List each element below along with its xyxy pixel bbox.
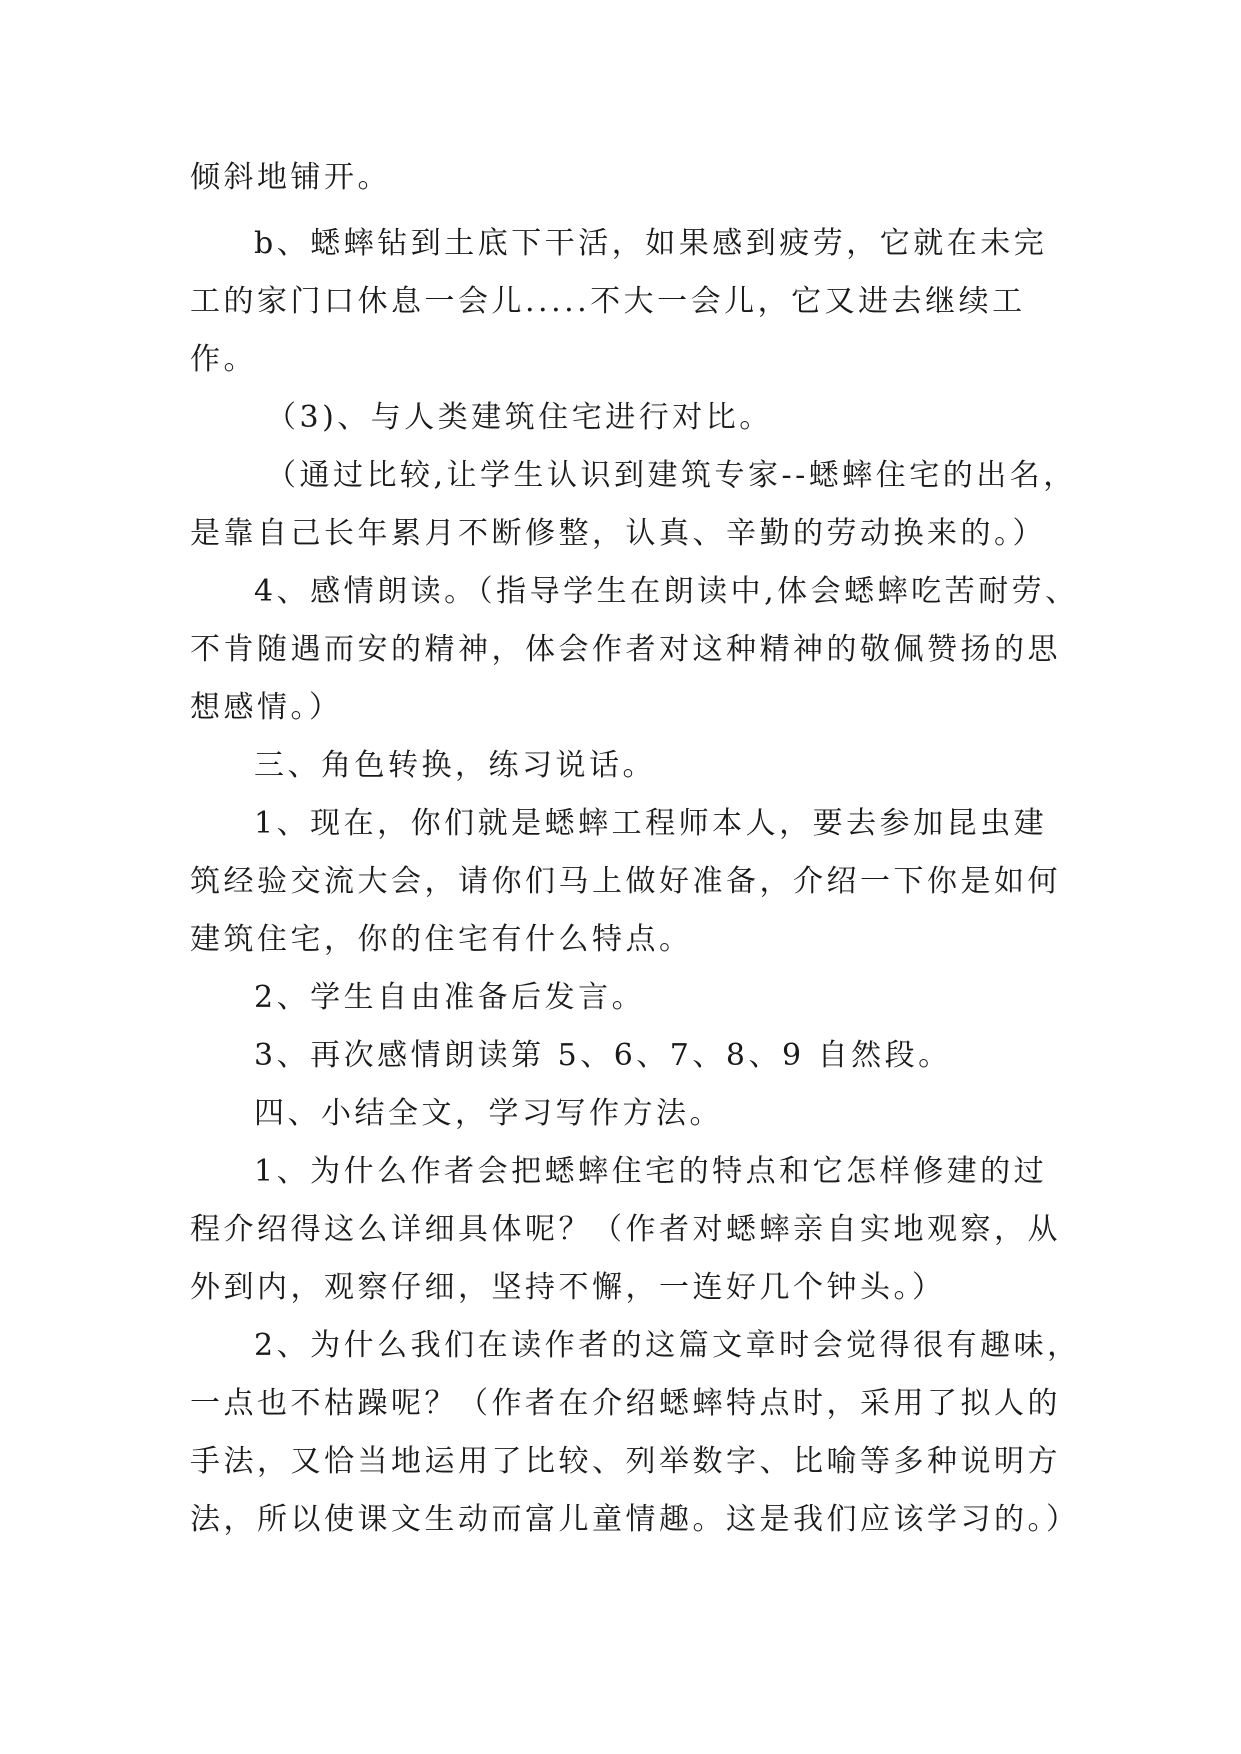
text-line-13: 筑经验交流大会，请你们马上做好准备，介绍一下你是如何 (190, 864, 1061, 899)
text-line-20: 外到内，观察仔细，坚持不懈，一连好几个钟头。） (190, 1270, 946, 1305)
text-line-11: 三、角色转换，练习说话。 (254, 748, 656, 783)
text-line-17: 四、小结全文，学习写作方法。 (254, 1096, 723, 1131)
text-line-7: 是靠自己长年累月不断修整，认真、辛勤的劳动换来的。） (190, 516, 1046, 551)
text-line-10: 想感情。） (190, 690, 343, 725)
text-line-21: 2、为什么我们在读作者的这篇文章时会觉得很有趣味， (254, 1328, 1081, 1363)
text-line-16: 3、再次感情朗读第 5、6、7、8、9 自然段。 (254, 1038, 952, 1073)
text-line-22: 一点也不枯躁呢？（作者在介绍蟋蟀特点时，采用了拟人的 (190, 1386, 1061, 1421)
text-line-18: 1、为什么作者会把蟋蟀住宅的特点和它怎样修建的过 (254, 1154, 1048, 1189)
text-line-3: 工的家门口休息一会儿.....不大一会儿，它又进去继续工 (190, 284, 1026, 319)
text-line-9: 不肯随遇而安的精神，体会作者对这种精神的敬佩赞扬的思 (190, 632, 1061, 667)
text-line-24: 法，所以使课文生动而富儿童情趣。这是我们应该学习的。） (190, 1502, 1080, 1537)
text-line-23: 手法，又恰当地运用了比较、列举数字、比喻等多种说明方 (190, 1444, 1061, 1479)
text-line-5: （3)、与人类建筑住宅进行对比。 (266, 400, 773, 435)
text-line-19: 程介绍得这么详细具体呢？（作者对蟋蟀亲自实地观察，从 (190, 1212, 1061, 1247)
text-line-1: 倾斜地铺开。 (190, 160, 391, 195)
text-line-6: （通过比较,让学生认识到建筑专家--蟋蟀住宅的出名， (266, 458, 1077, 493)
text-line-12: 1、现在，你们就是蟋蟀工程师本人，要去参加昆虫建 (254, 806, 1048, 841)
text-line-8: 4、感情朗读。（指导学生在朗读中,体会蟋蟀吃苦耐劳、 (254, 574, 1079, 609)
text-line-4: 作。 (190, 342, 257, 377)
text-line-2: b、蟋蟀钻到土底下干活，如果感到疲劳，它就在未完 (254, 226, 1048, 261)
text-line-15: 2、学生自由准备后发言。 (254, 980, 646, 1015)
text-line-14: 建筑住宅，你的住宅有什么特点。 (190, 922, 693, 957)
